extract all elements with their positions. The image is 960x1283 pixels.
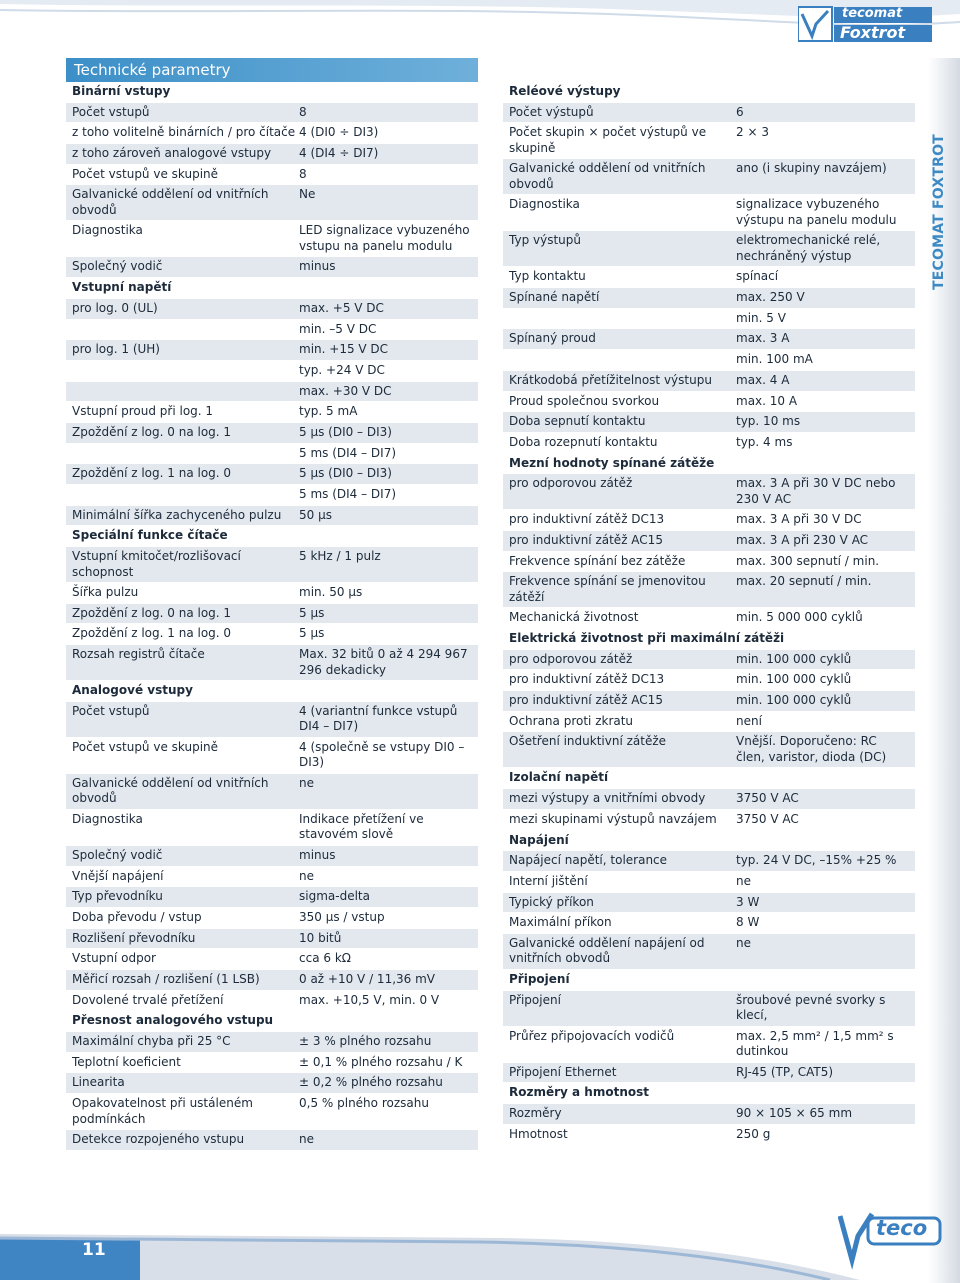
parameter-name: Spínaný proud <box>509 331 596 346</box>
parameter-row <box>503 195 915 231</box>
parameter-name: Počet vstupů ve skupině <box>72 739 219 754</box>
section-heading <box>503 1083 915 1104</box>
parameter-value: ± 0,1 % plného rozsahu / K <box>299 1054 463 1069</box>
parameter-value: min. 100 mA <box>736 352 813 367</box>
parameter-name: Galvanické oddělení od vnitřních obvodů <box>72 775 269 806</box>
parameter-value: LED signalizace vybuzeného vstupu na panelu modulu <box>299 223 470 253</box>
parameter-row <box>66 361 478 382</box>
parameter-row <box>66 382 478 403</box>
parameter-row <box>503 608 915 629</box>
parameter-row <box>503 893 915 914</box>
parameter-name: Minimální šířka zachyceného pulzu <box>72 507 282 522</box>
right-parameter-table <box>503 82 915 1145</box>
parameter-name: pro induktivní zátěž DC13 <box>509 672 665 687</box>
parameter-value: typ. 4 ms <box>736 434 793 449</box>
parameter-value: typ. 10 ms <box>736 414 801 429</box>
parameter-name: Doba sepnutí kontaktu <box>509 414 646 429</box>
parameter-name: Počet výstupů <box>509 104 594 119</box>
parameter-row <box>66 970 478 991</box>
parameter-name: z toho volitelně binárních / pro čítače <box>72 125 296 140</box>
parameter-name: Počet vstupů <box>72 104 150 119</box>
section-heading <box>66 278 478 299</box>
parameter-name: Ošetření induktivní zátěže <box>509 734 667 749</box>
parameter-value: Vnější. Doporučeno: RC člen, varistor, dioda (DC) <box>736 734 887 764</box>
parameter-row <box>66 340 478 361</box>
parameter-value: spínací <box>736 269 779 284</box>
parameter-name: Vstupní odpor <box>72 951 156 966</box>
section-heading <box>503 629 915 650</box>
parameter-value: 4 (DI0 ÷ DI3) <box>299 125 379 140</box>
parameter-name: Diagnostika <box>509 197 580 212</box>
parameter-row <box>66 583 478 604</box>
parameter-value: ne <box>299 868 314 883</box>
parameter-value: 10 bitů <box>299 930 342 945</box>
parameter-value: min. –5 V DC <box>299 321 377 336</box>
parameter-value: min. 50 μs <box>299 585 363 600</box>
parameter-row <box>66 165 478 186</box>
parameter-value: 5 μs <box>299 626 325 641</box>
parameter-value: ne <box>299 775 314 790</box>
section-heading <box>66 681 478 702</box>
parameter-name: Měřicí rozsah / rozlišení (1 LSB) <box>72 971 260 986</box>
parameter-name: Diagnostika <box>72 811 143 826</box>
parameter-row <box>66 485 478 506</box>
parameter-name: Zpoždění z log. 0 na log. 1 <box>72 424 232 439</box>
parameter-value: ne <box>736 935 751 950</box>
parameter-name: Galvanické oddělení od vnitřních obvodů <box>72 187 269 217</box>
section-heading <box>66 82 478 103</box>
parameter-row <box>503 810 915 831</box>
parameter-row <box>503 712 915 733</box>
parameter-row <box>66 423 478 444</box>
parameter-row <box>66 738 478 774</box>
parameter-name: Maximální příkon <box>509 915 612 930</box>
section-heading-label: Reléové výstupy <box>509 84 621 98</box>
parameter-value: max. 250 V <box>736 290 805 305</box>
parameter-name: Doba rozepnutí kontaktu <box>509 434 658 449</box>
parameter-name: mezi výstupy a vnitřními obvody <box>509 791 706 806</box>
parameter-value: max. 300 sepnutí / min. <box>736 553 880 568</box>
parameter-name: mezi skupinami výstupů navzájem <box>509 811 717 826</box>
section-heading-label: Elektrická životnost při maximální zátěži <box>509 631 785 645</box>
parameter-name: Proud společnou svorkou <box>509 393 660 408</box>
parameter-value: 90 × 105 × 65 mm <box>736 1106 853 1120</box>
parameter-value: max. +30 V DC <box>299 383 392 398</box>
parameter-name: pro log. 0 (UL) <box>72 300 158 315</box>
parameter-row <box>66 103 478 124</box>
parameter-row <box>503 1063 915 1084</box>
parameter-row <box>503 309 915 330</box>
parameter-value: max. 10 A <box>736 393 798 408</box>
section-heading-label: Vstupní napětí <box>72 280 172 295</box>
parameter-row <box>66 645 478 681</box>
section-heading-label: Napájení <box>509 832 569 847</box>
parameter-value: ± 0,2 % plného rozsahu <box>299 1075 443 1090</box>
parameter-value: signalizace vybuzeného výstupu na panelu modulu <box>736 197 897 227</box>
parameter-row <box>503 1125 915 1146</box>
parameter-value: 4 (variantní funkce vstupů DI4 – DI7) <box>299 703 458 734</box>
parameter-name: Galvanické oddělení napájení od vnitřních obvodů <box>509 935 705 966</box>
parameter-row <box>503 732 915 768</box>
parameter-name: Frekvence spínání se jmenovitou zátěží <box>509 574 706 604</box>
parameter-name: Společný vodič <box>72 259 163 274</box>
parameter-name: Počet skupin × počet výstupů ve skupině <box>509 125 707 155</box>
section-heading <box>503 454 915 475</box>
parameter-row <box>503 872 915 893</box>
parameter-row <box>503 159 915 195</box>
parameter-row <box>66 257 478 278</box>
section-title: Technické parametry <box>66 58 478 82</box>
parameter-row <box>66 604 478 625</box>
parameter-value: min. 100 000 cyklů <box>736 651 852 666</box>
parameter-row <box>503 433 915 454</box>
parameter-name: pro odporovou zátěž <box>509 476 633 491</box>
parameter-row <box>66 1053 478 1074</box>
parameter-name: Spínané napětí <box>509 290 600 305</box>
parameter-row <box>503 510 915 531</box>
parameter-value: ne <box>736 873 751 888</box>
parameter-name: Dovolené trvalé přetížení <box>72 992 224 1007</box>
parameter-name: Opakovatelnost při ustáleném podmínkách <box>72 1096 253 1126</box>
parameter-name: Typ kontaktu <box>509 269 586 284</box>
section-heading-label: Rozměry a hmotnost <box>509 1085 649 1100</box>
parameter-value: max. 4 A <box>736 372 790 387</box>
parameter-value: 8 W <box>736 915 760 930</box>
side-product-label: TECOMAT FOXTROT <box>931 134 947 290</box>
parameter-row <box>66 185 478 221</box>
parameter-row <box>66 702 478 738</box>
parameter-value: 6 <box>736 104 744 119</box>
parameter-name: Krátkodobá přetížitelnost výstupu <box>509 372 712 387</box>
parameter-value: 250 g <box>736 1126 771 1141</box>
parameter-value: max. 3 A <box>736 331 790 346</box>
parameter-value: max. 3 A při 30 V DC <box>736 512 862 527</box>
parameter-value: není <box>736 713 762 728</box>
parameter-row <box>503 412 915 433</box>
section-heading <box>66 1011 478 1032</box>
parameter-name: Vnější napájení <box>72 868 164 883</box>
parameter-row <box>66 1130 478 1151</box>
parameter-value: typ. +24 V DC <box>299 362 385 377</box>
parameter-row <box>66 123 478 144</box>
parameter-name: Zpoždění z log. 1 na log. 0 <box>72 466 232 481</box>
parameter-name: pro induktivní zátěž AC15 <box>509 532 663 547</box>
parameter-row <box>66 299 478 320</box>
parameter-row <box>66 624 478 645</box>
parameter-value: 2 × 3 <box>736 125 769 140</box>
parameter-row <box>66 867 478 888</box>
parameter-name: Počet vstupů ve skupině <box>72 166 219 181</box>
parameter-value: 0 až +10 V / 11,36 mV <box>299 971 436 986</box>
parameter-value: 8 <box>299 166 307 181</box>
parameter-row <box>503 288 915 309</box>
parameter-value: 4 (společně se vstupy DI0 – DI3) <box>299 739 465 770</box>
parameter-row <box>503 267 915 288</box>
footer-wave-decoration <box>0 1218 860 1280</box>
parameter-value: min. 100 000 cyklů <box>736 672 852 687</box>
parameter-value: ne <box>299 1132 314 1147</box>
teco-logo <box>838 1210 944 1270</box>
parameter-row <box>66 320 478 341</box>
parameter-name: Počet vstupů <box>72 703 150 718</box>
parameter-value: typ. 5 mA <box>299 404 358 419</box>
parameter-row <box>66 464 478 485</box>
section-heading <box>503 831 915 852</box>
parameter-name: Maximální chyba při 25 °C <box>72 1034 231 1048</box>
parameter-row <box>66 1032 478 1053</box>
parameter-row <box>503 103 915 124</box>
parameter-value: Indikace přetížení ve stavovém slově <box>299 811 424 842</box>
parameter-row <box>66 991 478 1012</box>
parameter-name: pro log. 1 (UH) <box>72 342 160 357</box>
parameter-name: Galvanické oddělení od vnitřních obvodů <box>509 161 706 191</box>
parameter-value: 5 ms (DI4 – DI7) <box>299 487 397 501</box>
parameter-name: Teplotní koeficient <box>72 1054 181 1069</box>
parameter-name: Připojení Ethernet <box>509 1064 617 1079</box>
parameter-name: Detekce rozpojeného vstupu <box>72 1132 245 1147</box>
parameter-value: 4 (DI4 ÷ DI7) <box>299 146 379 161</box>
parameter-value: min. 5 000 000 cyklů <box>736 610 863 625</box>
parameter-value: max. 3 A při 30 V DC nebo 230 V AC <box>736 476 896 506</box>
parameter-row <box>503 552 915 573</box>
parameter-name: Rozměry <box>509 1106 562 1120</box>
parameter-value: 5 μs (DI0 – DI3) <box>299 466 392 481</box>
section-heading <box>503 970 915 991</box>
parameter-name: Připojení <box>509 992 561 1007</box>
parameter-row <box>66 221 478 257</box>
parameter-row <box>503 851 915 872</box>
section-heading-label: Připojení <box>509 971 570 986</box>
parameter-name: pro induktivní zátěž DC13 <box>509 512 665 527</box>
parameter-name: pro odporovou zátěž <box>509 651 633 666</box>
teco-logo-text: teco <box>876 1216 928 1240</box>
parameter-row <box>503 474 915 510</box>
parameter-name: Rozlišení převodníku <box>72 930 196 945</box>
section-heading-label: Speciální funkce čítače <box>72 528 228 543</box>
tecomat-foxtrot-logo <box>798 6 934 44</box>
parameter-value: minus <box>299 847 336 862</box>
parameter-name: Hmotnost <box>509 1126 568 1141</box>
parameter-row <box>503 329 915 350</box>
section-heading-label: Přesnost analogového vstupu <box>72 1013 274 1028</box>
parameter-value: max. +10,5 V, min. 0 V <box>299 992 440 1007</box>
parameter-value: 3750 V AC <box>736 811 799 826</box>
parameter-value: typ. 24 V DC, –15% +25 % <box>736 853 897 868</box>
parameter-row <box>503 572 915 608</box>
parameter-value: ± 3 % plného rozsahu <box>299 1034 432 1048</box>
parameter-row <box>66 144 478 165</box>
parameter-name: Typ převodníku <box>72 889 163 904</box>
parameter-name: Vstupní kmitočet/rozlišovací schopnost <box>72 549 241 579</box>
parameter-value: 5 ms (DI4 – DI7) <box>299 445 397 460</box>
parameter-row <box>66 1094 478 1130</box>
parameter-name: Typický příkon <box>509 894 594 909</box>
parameter-name: Mechanická životnost <box>509 610 639 625</box>
parameter-row <box>66 929 478 950</box>
parameter-row <box>66 810 478 846</box>
parameter-row <box>503 913 915 934</box>
parameter-name: Zpoždění z log. 1 na log. 0 <box>72 626 232 641</box>
parameter-value: šroubové pevné svorky s klecí, <box>736 992 886 1023</box>
parameter-row <box>66 1073 478 1094</box>
section-heading-label: Analogové vstupy <box>72 683 193 698</box>
parameter-name: Typ výstupů <box>509 233 581 248</box>
parameter-row <box>66 444 478 465</box>
parameter-value: max. +5 V DC <box>299 300 384 315</box>
parameter-row <box>503 350 915 371</box>
parameter-name: z toho zároveň analogové vstupy <box>72 146 272 161</box>
parameter-row <box>503 1027 915 1063</box>
parameter-value: min. 5 V <box>736 310 786 325</box>
parameter-value: max. 20 sepnutí / min. <box>736 574 872 589</box>
parameter-value: Max. 32 bitů 0 až 4 294 967 296 dekadicky <box>299 647 468 677</box>
section-heading-label: Binární vstupy <box>72 84 171 98</box>
parameter-value: 5 μs (DI0 – DI3) <box>299 424 392 439</box>
parameter-value: 8 <box>299 104 307 119</box>
parameter-value: 5 kHz / 1 pulz <box>299 549 381 564</box>
parameter-value: 5 μs <box>299 605 325 620</box>
parameter-name: Ochrana proti zkratu <box>509 713 634 728</box>
parameter-value: 3 W <box>736 894 760 909</box>
section-heading-label: Mezní hodnoty spínané zátěže <box>509 455 715 470</box>
parameter-name: Vstupní proud při log. 1 <box>72 404 214 419</box>
parameter-row <box>66 402 478 423</box>
section-heading <box>503 82 915 103</box>
parameter-row <box>503 670 915 691</box>
parameter-value: ano (i skupiny navzájem) <box>736 161 887 176</box>
parameter-name: Rozsah registrů čítače <box>72 647 205 662</box>
parameter-row <box>66 506 478 527</box>
parameter-row <box>66 846 478 867</box>
parameter-row <box>66 774 478 810</box>
parameter-value: minus <box>299 259 336 274</box>
parameter-row <box>503 123 915 159</box>
parameter-value: Ne <box>299 187 316 202</box>
parameter-row <box>503 392 915 413</box>
parameter-name: Doba převodu / vstup <box>72 909 202 924</box>
parameter-value: elektromechanické relé, nechráněný výstup <box>736 233 881 263</box>
section-heading-label: Izolační napětí <box>509 770 609 785</box>
parameter-name: pro induktivní zátěž AC15 <box>509 693 663 708</box>
parameter-value: max. 3 A při 230 V AC <box>736 532 869 547</box>
parameter-value: 0,5 % plného rozsahu <box>299 1096 429 1111</box>
page-number: 11 <box>82 1240 106 1260</box>
parameter-name: Diagnostika <box>72 223 143 238</box>
parameter-row <box>503 650 915 671</box>
parameter-value: min. +15 V DC <box>299 342 389 357</box>
parameter-value: cca 6 kΩ <box>299 951 351 966</box>
parameter-row <box>503 231 915 267</box>
brand-logo-line1: tecomat <box>842 6 903 21</box>
parameter-row <box>66 949 478 970</box>
section-heading <box>66 526 478 547</box>
parameter-name: Zpoždění z log. 0 na log. 1 <box>72 605 232 620</box>
parameter-name: Interní jištění <box>509 873 588 888</box>
parameter-value: 50 μs <box>299 507 332 522</box>
left-parameter-table <box>66 82 478 1151</box>
parameter-name: Průřez připojovacích vodičů <box>509 1028 675 1043</box>
parameter-value: max. 2,5 mm² / 1,5 mm² s dutinkou <box>736 1028 894 1059</box>
section-heading <box>503 768 915 789</box>
parameter-row <box>66 887 478 908</box>
parameter-row <box>503 991 915 1027</box>
parameter-name: Frekvence spínání bez zátěže <box>509 553 686 568</box>
parameter-row <box>503 934 915 970</box>
parameter-name: Společný vodič <box>72 847 163 862</box>
parameter-value: min. 100 000 cyklů <box>736 693 852 708</box>
brand-logo-line2: Foxtrot <box>840 23 906 42</box>
parameter-row <box>66 908 478 929</box>
parameter-row <box>503 789 915 810</box>
parameter-name: Napájecí napětí, tolerance <box>509 853 668 868</box>
parameter-value: sigma-delta <box>299 889 370 904</box>
parameter-value: 3750 V AC <box>736 791 799 806</box>
parameter-row <box>66 547 478 583</box>
parameter-name: Linearita <box>72 1075 125 1090</box>
parameter-value: 350 μs / vstup <box>299 909 385 924</box>
parameter-name: Šířka pulzu <box>72 585 139 600</box>
parameter-row <box>503 691 915 712</box>
parameter-value: RJ-45 (TP, CAT5) <box>736 1064 834 1079</box>
parameter-row <box>503 531 915 552</box>
parameter-row <box>503 371 915 392</box>
parameter-row <box>503 1104 915 1125</box>
